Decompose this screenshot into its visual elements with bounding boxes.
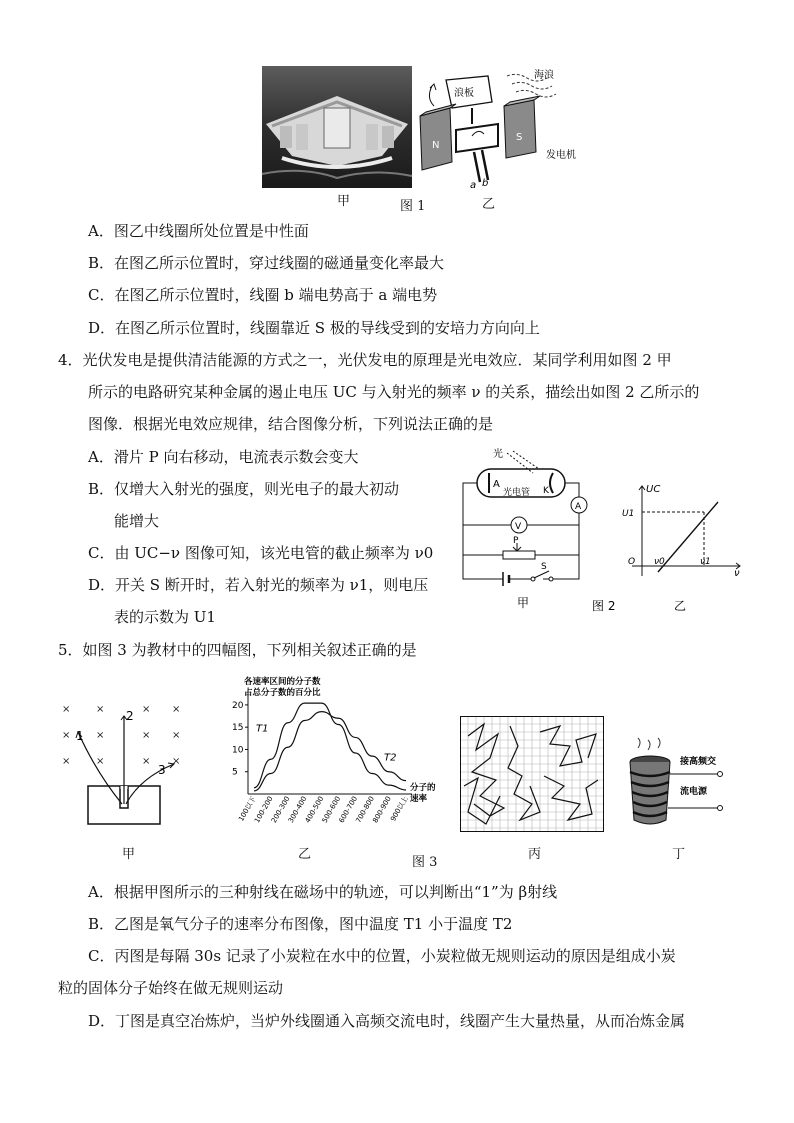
q5-option-c-line-2: 粒的固体分子始终在做无规则运动 [58,979,284,997]
q4-option-a: A．滑片 P 向右移动，电流表示数会变大 [88,448,359,466]
chart-x-tick-label: 900以上 [389,795,410,823]
voltmeter-label: V [515,522,522,532]
terminal-b-label: b [482,178,489,189]
fig3-jia-radiation [56,700,196,830]
tube-anode-label: A [493,479,500,490]
fig2-sub-jia: 甲 [517,596,530,610]
furnace-label-line-1: 接高频交 [680,757,717,767]
fig1-sub-jia: 甲 [337,194,351,209]
u1-tick-label: U1 [622,509,635,519]
chart-x-tick-label: 200-300 [269,795,292,825]
fig3-sub-jia: 甲 [122,847,136,862]
light-label: 光 [493,449,503,460]
field-cross-mark: × [96,730,105,741]
q4-stem-line-3: 图像．根据光电效应规律，结合图像分析，下列说法正确的是 [88,415,494,433]
field-cross-mark: × [62,730,71,741]
field-cross-mark: × [172,704,181,715]
q5-option-c-line-1: C．丙图是每隔 30s 记录了小炭粒在水中的位置，小炭粒做无规则运动的原因是组成小炭 [88,947,676,965]
n-pole-label: N [432,140,440,151]
field-cross-mark: × [142,756,151,767]
q3-option-a: A．图乙中线圈所处位置是中性面 [88,222,309,240]
field-cross-mark: × [172,756,181,767]
fig1-caption: 图 1 [400,199,426,214]
switch-label: S [541,562,547,572]
tube-label: 光电管 [503,488,531,498]
q4-option-d-line-1: D．开关 S 断开时，若入射光的频率为 ν1，则电压 [88,576,429,594]
field-cross-mark: × [96,756,105,767]
q5-option-a: A．根据甲图所示的三种射线在磁场中的轨迹，可以判断出“1”为 β射线 [88,883,558,901]
wave-label: 海浪 [534,70,554,81]
origin-label: O [628,557,636,567]
field-cross-mark: × [96,704,105,715]
q3-option-d: D．在图乙所示位置时，线圈靠近 S 极的导线受到的安培力方向向上 [88,319,540,337]
chart-x-tick-label: 100以下 [237,795,258,823]
rheostat-symbol [503,551,535,559]
field-cross-mark: × [62,704,71,715]
chart-y-tick-label: 10 [232,745,244,756]
field-cross-mark: × [142,730,151,741]
plate-label: 浪板 [454,88,474,99]
field-cross-mark: × [172,730,181,741]
ammeter-label: A [575,502,582,512]
fig3-ding-vacuum-furnace [618,742,738,832]
figure-2-graph [592,476,746,616]
q4-option-c: C．由 UC−ν 图像可知，该光电管的截止频率为 ν0 [88,544,434,562]
fig3-caption: 图 3 [412,855,438,870]
q4-stem-line-2: 所示的电路研究某种金属的遏止电压 UC 与入射光的频率 ν 的关系，描绘出如图 2 乙所示的 [88,383,700,401]
q3-option-b: B．在图乙所示位置时，穿过线圈的磁通量变化率最大 [88,254,445,272]
chart-series-line-T1 [254,703,406,790]
tube-cathode-label: K [543,486,549,496]
chart-series-label-T2: T2 [384,752,397,764]
q4-option-b-line-2: 能增大 [114,512,160,530]
furnace-label-line-2: 流电源 [680,787,708,797]
figure-1 [262,66,582,216]
q5-option-b: B．乙图是氧气分子的速率分布图像，图中温度 T1 小于温度 T2 [88,915,513,933]
chart-series-label-T1: T1 [256,723,269,735]
nu1-tick-label: ν1 [700,557,711,567]
nu0-tick-label: ν0 [654,557,665,567]
fig3-sub-bing: 丙 [528,847,542,862]
q5-stem: 5．如图 3 为教材中的四幅图，下列相关叙述正确的是 [58,641,417,659]
chart-y-tick-label: 20 [232,700,244,711]
chart-xlabel-line-2: 速率 [410,794,428,804]
uc-axis-label: UC [646,484,661,495]
chart-x-tick-label: 300-400 [286,795,309,825]
chart-x-tick-label: 700-800 [354,795,376,825]
field-cross-mark: × [62,756,71,767]
ray-3-label: 3 [158,763,166,777]
fig2-caption: 图 2 [592,599,616,613]
chart-x-tick-label: 100-200 [253,795,275,825]
chart-x-tick-label: 500-600 [320,795,343,825]
fig2-sub-yi: 乙 [674,599,687,613]
terminal-a-label: a [470,180,477,191]
fig3-sub-ding: 丁 [672,847,686,862]
fig3-yi-speed-distribution-chart [210,672,440,834]
ray-1-label: 1 [76,729,84,743]
slider-label: P [513,536,519,546]
q5-option-d: D．丁图是真空冶炼炉，当炉外线圈通入高频交流电时，线圈产生大量热量，从而冶炼金属 [88,1012,686,1030]
fig3-bing-brownian-motion [460,716,604,832]
field-cross-mark: × [142,704,151,715]
fig3-sub-yi: 乙 [298,847,312,862]
s-pole-label: S [516,132,523,143]
wave-power-photo [262,66,412,188]
chart-x-tick-label: 800-900 [371,795,393,825]
chart-y-tick-label: 5 [232,767,238,778]
chart-xlabel-line-1: 分子的 [410,783,436,793]
generator-diagram [412,66,587,191]
fig1-sub-yi: 乙 [482,197,496,212]
generator-label: 发电机 [546,150,576,161]
nu-axis-label: ν [734,568,740,579]
ray-2-label: 2 [126,709,134,723]
chart-ylabel-line-1: 各速率区间的分子数 [244,677,321,687]
q4-option-d-line-2: 表的示数为 U1 [114,608,216,626]
chart-x-tick-label: 600-700 [337,795,360,825]
q3-option-c: C．在图乙所示位置时，线圈 b 端电势高于 a 端电势 [88,286,438,304]
figure-2-circuit [455,443,605,623]
q4-option-b-line-1: B．仅增大入射光的强度，则光电子的最大初动 [88,480,400,498]
chart-ylabel-line-2: 占总分子数的百分比 [244,688,321,698]
chart-y-tick-label: 15 [232,723,244,734]
chart-x-tick-label: 400-500 [303,795,326,825]
q4-stem-line-1: 4．光伏发电是提供清洁能源的方式之一，光伏发电的原理是光电效应．某同学利用如图 2 甲 [58,351,672,369]
